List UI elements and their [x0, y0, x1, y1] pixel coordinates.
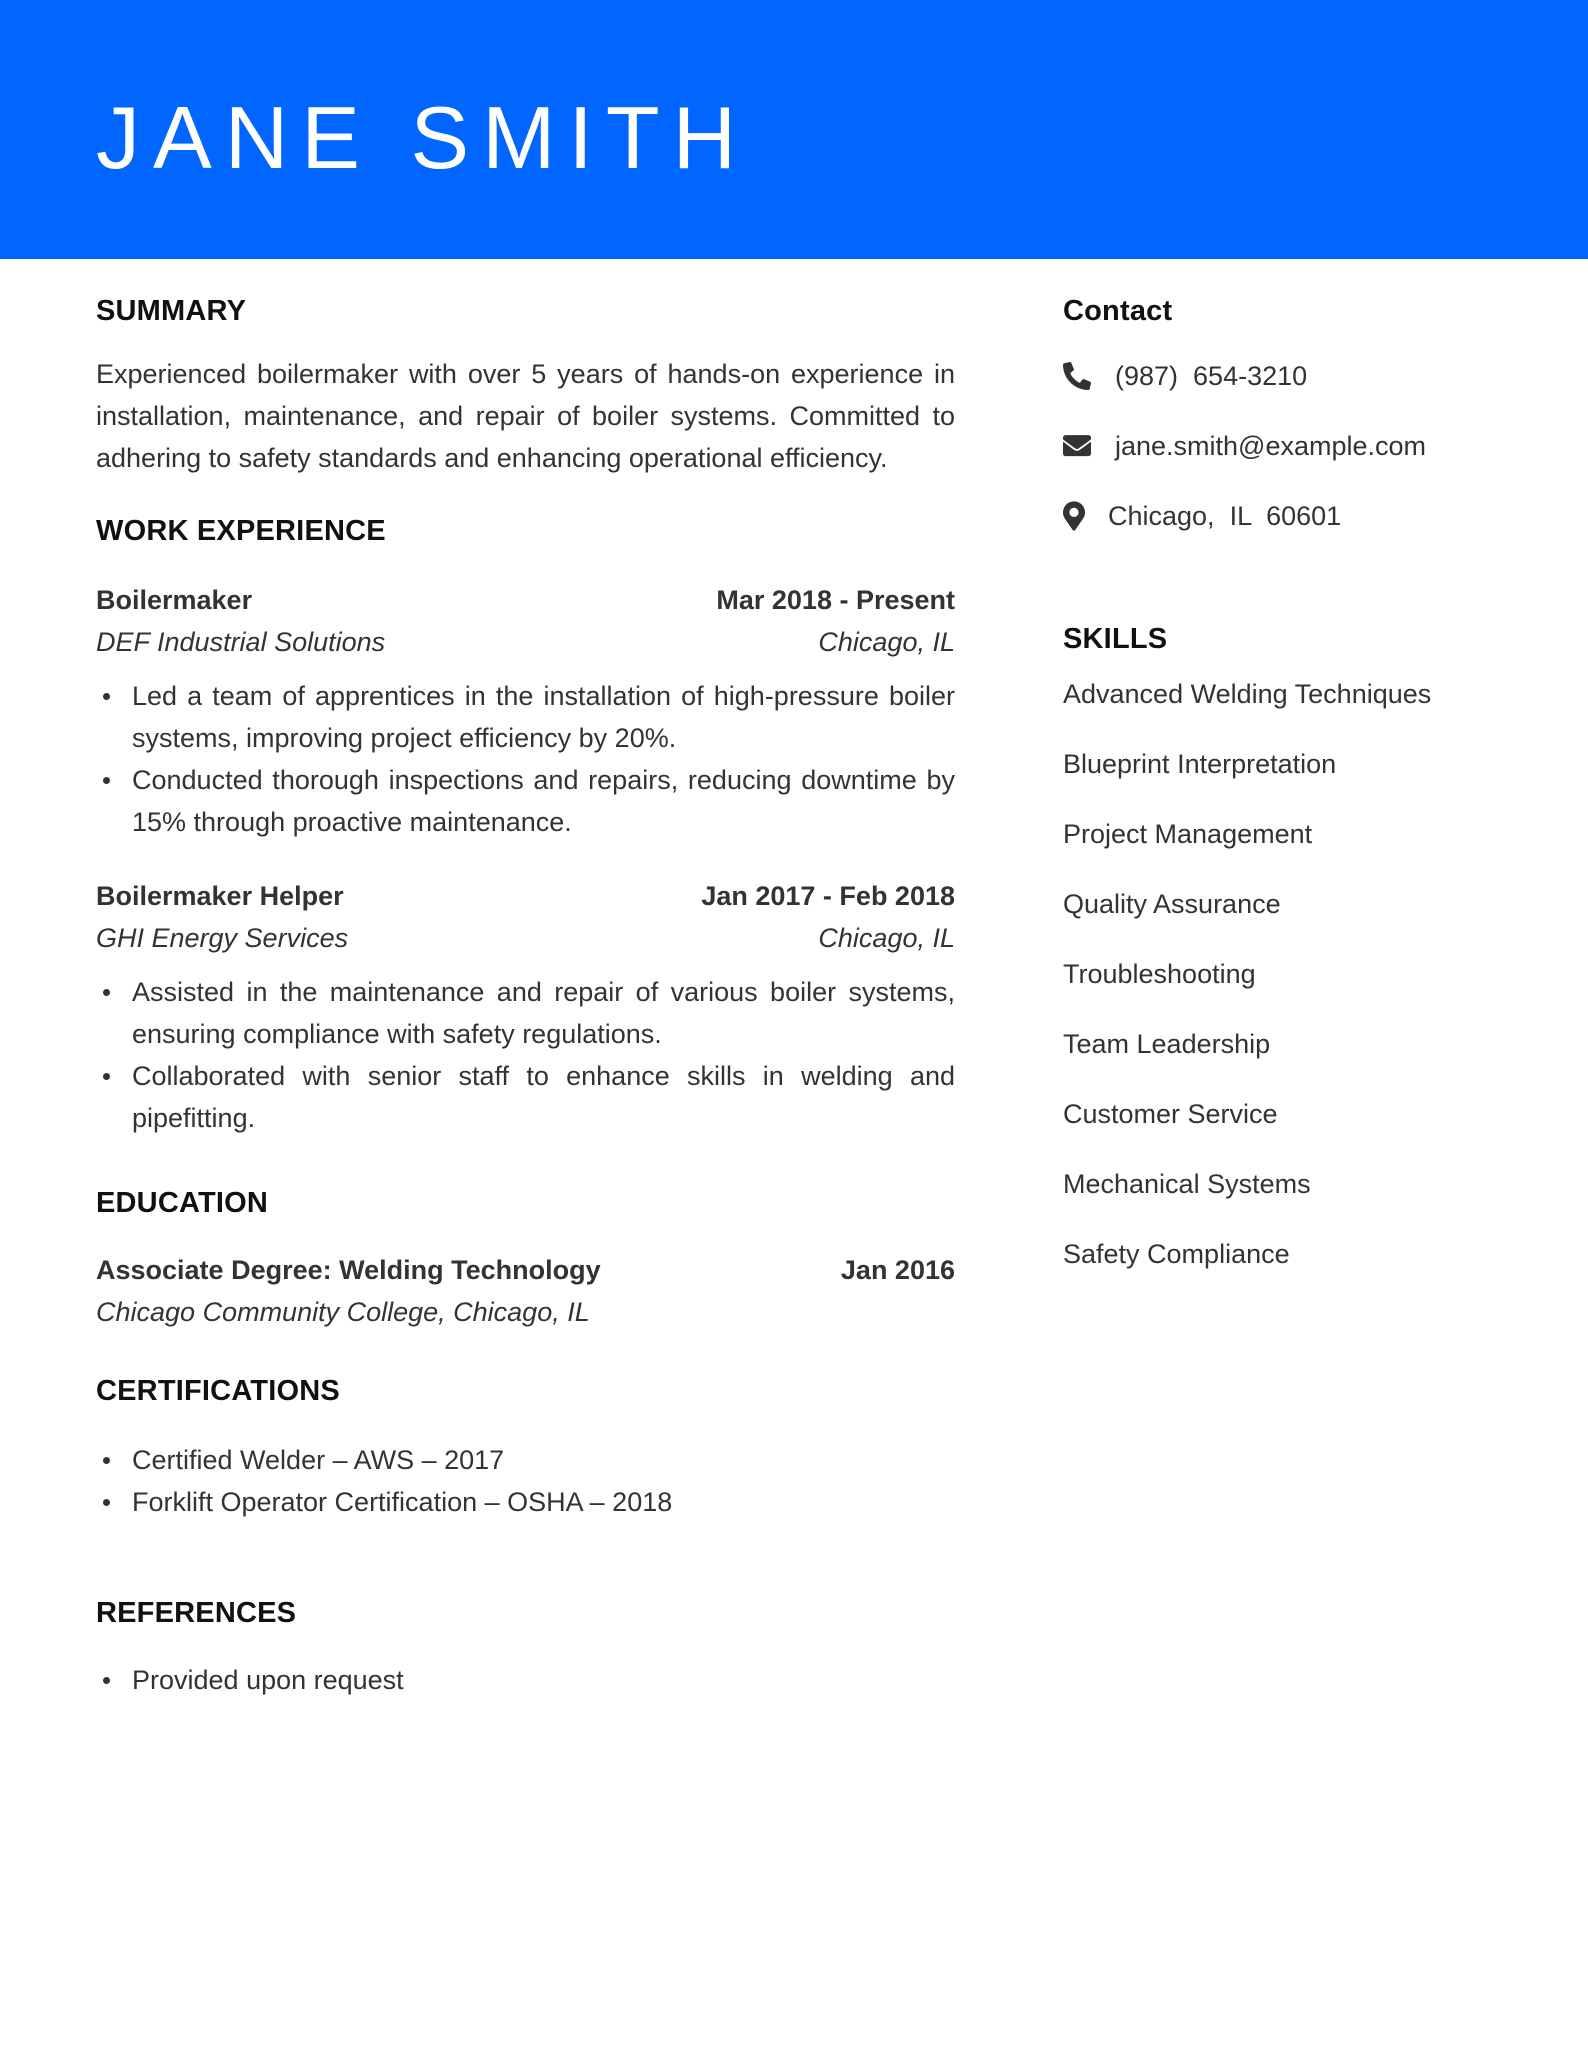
job-dates: Jan 2017 - Feb 2018 [701, 881, 955, 911]
job-bullet: Led a team of apprentices in the installation of high-pressure boiler systems, improving project efficiency by 20%. [96, 675, 955, 759]
certification-item: Forklift Operator Certification – OSHA – 2018 [96, 1481, 955, 1523]
summary-text: Experienced boilermaker with over 5 years of hands-on experience in installation, maintenance, and repair of boiler systems. Committed to adhering to safety standards and enhancing operational efficiency. [96, 359, 955, 473]
skill-item: Blueprint Interpretation [1063, 749, 1337, 779]
header-banner [0, 0, 1588, 259]
job-title: Boilermaker Helper [96, 881, 344, 911]
main-column [96, 259, 955, 1701]
contact-phone [1063, 341, 1533, 411]
education-entry [96, 1249, 955, 1333]
location-text: Chicago, IL 60601 [1108, 500, 1342, 531]
summary-heading: SUMMARY [96, 295, 247, 327]
certifications-heading: CERTIFICATIONS [96, 1375, 340, 1407]
education-heading: EDUCATION [96, 1187, 269, 1219]
degree-name: Associate Degree: Welding Technology [96, 1255, 601, 1285]
job-company: GHI Energy Services [96, 923, 349, 953]
skill-item: Customer Service [1063, 1099, 1278, 1129]
skill-item: Advanced Welding Techniques [1063, 679, 1432, 709]
job-location: Chicago, IL [818, 627, 955, 657]
job-bullet: Conducted thorough inspections and repairs, reducing downtime by 15% through proactive maintenance. [96, 759, 955, 843]
phone-icon [1063, 362, 1115, 390]
work-experience-heading: WORK EXPERIENCE [96, 515, 386, 547]
skill-item: Safety Compliance [1063, 1239, 1290, 1269]
skills-list [1063, 659, 1533, 1289]
references-heading: REFERENCES [96, 1597, 297, 1629]
envelope-icon [1063, 435, 1115, 457]
skill-item: Quality Assurance [1063, 889, 1281, 919]
reference-item: Provided upon request [96, 1659, 955, 1701]
skill-item: Team Leadership [1063, 1029, 1271, 1059]
job-bullet: Collaborated with senior staff to enhance skills in welding and pipefitting. [96, 1055, 955, 1139]
school-name: Chicago Community College, Chicago, IL [96, 1297, 590, 1327]
candidate-name: JANE SMITH [96, 88, 750, 187]
skill-item: Troubleshooting [1063, 959, 1256, 989]
skill-item: Project Management [1063, 819, 1313, 849]
job-bullet: Assisted in the maintenance and repair of various boiler systems, ensuring compliance with safety regulations. [96, 971, 955, 1055]
job-dates: Mar 2018 - Present [716, 585, 955, 615]
phone-number[interactable]: (987) 654-3210 [1115, 360, 1308, 391]
sidebar-column [1063, 259, 1533, 1289]
job-bullets [96, 971, 955, 1139]
degree-date: Jan 2016 [840, 1255, 955, 1285]
job-bullets [96, 675, 955, 843]
job-company: DEF Industrial Solutions [96, 627, 386, 657]
contact-heading: Contact [1063, 295, 1173, 327]
references-list [96, 1659, 955, 1701]
contact-email [1063, 411, 1533, 481]
skills-heading: SKILLS [1063, 623, 1168, 655]
email-address[interactable]: jane.smith@example.com [1115, 430, 1427, 461]
skill-item: Mechanical Systems [1063, 1169, 1311, 1199]
certification-item: Certified Welder – AWS – 2017 [96, 1439, 955, 1481]
job-location: Chicago, IL [818, 923, 955, 953]
certifications-list [96, 1439, 955, 1523]
job-entry [96, 875, 955, 1139]
map-pin-icon [1063, 501, 1108, 531]
job-title: Boilermaker [96, 585, 253, 615]
contact-location [1063, 481, 1533, 551]
contact-list [1063, 341, 1533, 551]
job-entry [96, 579, 955, 843]
